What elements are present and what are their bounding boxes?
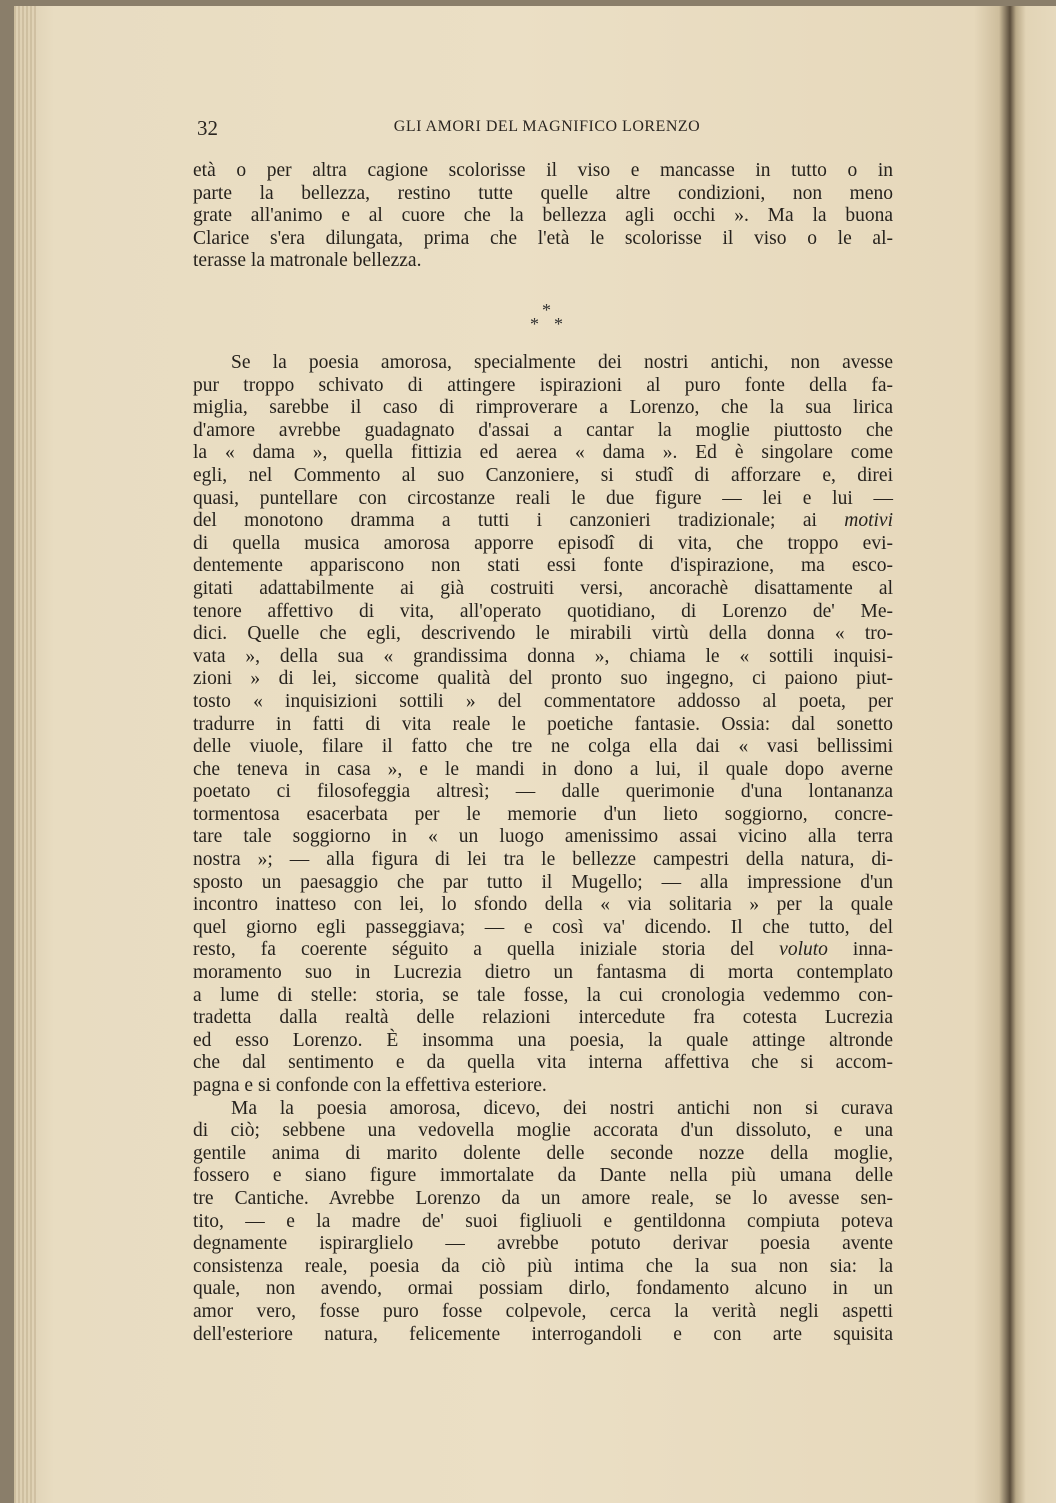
text-line: tradurre in fatti di vita reale le poetiche fantasie. Ossia: dal sonetto (193, 713, 893, 735)
text-line: terasse la matronale bellezza. (193, 250, 422, 272)
text-segment: resto, fa coerente séguito a quella iniziale storia del (193, 939, 780, 961)
page-edges (14, 6, 36, 1503)
text-line: di ciò; sebbene una vedovella moglie accorata d'un dissoluto, e una (193, 1120, 893, 1142)
text-line: a lume di stelle: storia, se tale fosse, la cui cronologia vedemmo con- (193, 984, 893, 1006)
text-line: moramento suo in Lucrezia dietro un fantasma di morta contemplato (193, 962, 893, 984)
text-line (193, 939, 893, 962)
text-line: che teneva in casa », e le mandi in dono a lui, il quale dopo averne (193, 758, 893, 780)
text-line: consistenza reale, poesia da ciò più intima che la sua non sia: la (193, 1255, 893, 1277)
text-line: che dal sentimento e da quella vita interna affettiva che si accom- (193, 1052, 893, 1074)
text-line: pur troppo schivato di attingere ispirazioni al puro fonte della fa- (193, 374, 893, 396)
asterisk: * (542, 300, 551, 320)
text-line: Ma la poesia amorosa, dicevo, dei nostri antichi non si curava (231, 1097, 893, 1119)
text-line: delle viuole, filare il fatto che tre ne colga ella dai « vasi bellissimi (193, 736, 893, 758)
text-line: tre Cantiche. Avrebbe Lorenzo da un amore reale, se lo avesse sen- (193, 1187, 893, 1209)
asterisk: * (530, 314, 539, 334)
text-line: gentile anima di marito dolente delle seconde nozze della moglie, (193, 1142, 893, 1164)
asterisk: * (554, 314, 563, 334)
text-line: pagna e si confonde con la effettiva esteriore. (193, 1075, 547, 1096)
text-line: quasi, puntellare con circostanze reali le due figure — lei e lui — (193, 487, 893, 509)
text-line: parte la bellezza, restino tutte quelle altre condizioni, non meno (193, 182, 893, 204)
paragraph-2 (193, 352, 893, 1098)
text-line: vata », della sua « grandissima donna », chiama le « sottili inquisi- (193, 645, 893, 667)
text-line: nostra »; — alla figura di lei tra le bellezze campestri della natura, di- (193, 849, 893, 871)
text-line: quale, non avendo, ormai possiam dirlo, fondamento alcuno in un (193, 1278, 893, 1300)
text-line: quel giorno egli passeggiava; — e così va' dicendo. Il che tutto, del (193, 916, 893, 938)
section-asterism (520, 300, 580, 340)
text-line: fossero e siano figure immortalate da Dante nella più umana delle (193, 1165, 893, 1187)
text-line: la « dama », quella fittizia ed aerea « dama ». Ed è singolare come (193, 442, 893, 464)
text-line: dici. Quelle che egli, descrivendo le mirabili virtù della donna « tro- (193, 623, 893, 645)
page-header (197, 116, 897, 140)
text-line: sposto un paesaggio che par tutto il Mugello; — alla impressione d'un (193, 871, 893, 893)
text-line: tradetta dalla realtà delle relazioni intercedute fra cotesta Lucrezia (193, 1007, 893, 1029)
text-line: d'amore avrebbe guadagnato d'assai a cantar la moglie piuttosto che (193, 419, 893, 441)
text-line: tito, — e la madre de' suoi figliuoli e gentildonna compiuta poteva (193, 1210, 893, 1232)
text-line: degnamente ispirarglielo — avrebbe potuto derivar poesia avente (193, 1233, 893, 1255)
text-line (193, 510, 893, 533)
page-number: 32 (197, 116, 218, 140)
text-line: tenore affettivo di vita, all'operato quotidiano, di Lorenzo de' Me- (193, 600, 893, 622)
text-line: miglia, sarebbe il caso di rimproverare a Lorenzo, che la sua lirica (193, 397, 893, 419)
text-line: incontro inatteso con lei, lo sfondo della « via solitaria » per la quale (193, 894, 893, 916)
text-line: dentemente appariscono non stati essi fonte d'ispirazione, ma esco- (193, 555, 893, 577)
text-line: ed esso Lorenzo. È insomma una poesia, la quale attinge altronde (193, 1029, 893, 1051)
text-line: grate all'animo e al cuore che la bellezza agli occhi ». Ma la buona (193, 205, 893, 227)
text-line: età o per altra cagione scolorisse il viso e mancasse in tutto o in (193, 160, 893, 181)
text-line: Se la poesia amorosa, specialmente dei nostri antichi, non avesse (231, 352, 893, 373)
text-line: di quella musica amorosa apporre episodî di vita, che troppo evi- (193, 532, 893, 554)
text-line: tosto « inquisizioni sottili » del commentatore addosso al poeta, per (193, 690, 893, 712)
text-line: tare tale soggiorno in « un luogo amenissimo assai vicino alla terra (193, 826, 893, 848)
text-line: poetato ci filosofeggia altresì; — dalle querimonie d'una lontananza (193, 781, 893, 803)
body-text (193, 352, 893, 1346)
text-line: zioni » di lei, siccome qualità del pronto suo ingegno, ci paiono piut- (193, 668, 893, 690)
text-line: tormentosa esacerbata per le memorie d'un lieto soggiorno, concre- (193, 803, 893, 825)
text-line: gitati adattabilmente ai già costruiti versi, ancorachè disattamente al (193, 577, 893, 599)
text-segment: del monotono dramma a tutti i canzonieri tradizionale; ai (193, 510, 845, 532)
italic-word: motivi (844, 510, 893, 532)
running-title: GLI AMORI DEL MAGNIFICO LORENZO (393, 118, 701, 135)
text-line: Clarice s'era dilungata, prima che l'età le scolorisse il viso o le al- (193, 227, 893, 249)
text-line: amor vero, fosse puro fosse colpevole, cerca la verità negli aspetti (193, 1300, 893, 1322)
text-segment: inna- (827, 939, 893, 961)
paragraph-3 (193, 1098, 893, 1347)
text-line: dell'esteriore natura, felicemente interrogandoli e con arte squisita (193, 1323, 893, 1345)
italic-word: voluto (779, 939, 828, 961)
paragraph-1 (193, 160, 893, 273)
text-line: egli, nel Commento al suo Canzoniere, si studî di afforzare e, direi (193, 464, 893, 486)
